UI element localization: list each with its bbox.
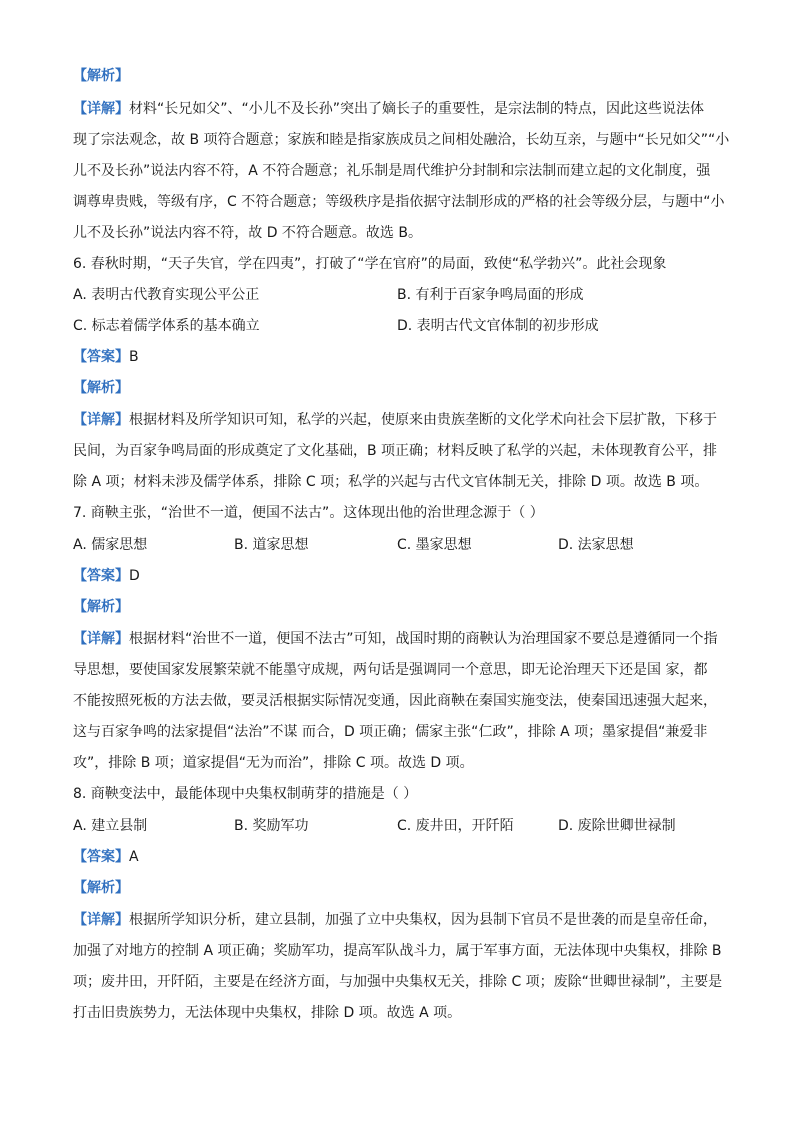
detail-line: 现了宗法观念，故 B 项符合题意；家族和睦是指家族成员之间相处融洽，长幼互亲，与题中“长兄如父”“小 <box>73 132 730 148</box>
question-6-option-d: D. 表明古代文官体制的初步形成 <box>397 318 599 334</box>
question-7-option-c: C. 墨家思想 <box>397 537 472 553</box>
detail-line: 打击旧贵族势力，无法体现中央集权，排除 D 项。故选 A 项。 <box>73 1005 462 1021</box>
detail-text: 材料“长兄如父”、“小儿不及长孙”突出了嫡长子的重要性，是宗法制的特点，因此这些说法体 <box>129 101 705 117</box>
question-8-answer <box>73 847 723 867</box>
question-6-option-a: A. 表明古代教育实现公平公正 <box>73 287 260 303</box>
detail-line: 民间，为百家争鸣局面的形成奠定了文化基础，B 项正确；材料反映了私学的兴起，未体现教育公平，排 <box>73 443 718 459</box>
detail-line <box>73 910 723 930</box>
answer-label: 【答案】 <box>73 849 129 865</box>
answer-value: A <box>129 849 139 865</box>
question-7-option-a: A. 儒家思想 <box>73 537 148 553</box>
detail-label: 【详解】 <box>73 912 129 928</box>
question-6-answer <box>73 347 723 367</box>
answer-label: 【答案】 <box>73 349 129 365</box>
detail-line: 儿不及长孙”说法内容不符，故 D 不符合题意。故选 B。 <box>73 225 422 241</box>
detail-line: 项；废井田，开阡陌，主要是在经济方面，与加强中央集权无关，排除 C 项；废除“世卿世禄制”，主要是 <box>73 974 723 990</box>
detail-text: 根据材料及所学知识可知，私学的兴起，使原来由贵族垄断的文化学术向社会下层扩散，下移于 <box>129 412 717 428</box>
detail-line: 儿不及长孙”说法内容不符，A 不符合题意；礼乐制是周代维护分封制和宗法制而建立起的文化制度，强 <box>73 163 711 179</box>
answer-value: B <box>129 349 139 365</box>
detail-label: 【详解】 <box>73 631 129 647</box>
detail-line <box>73 99 723 119</box>
analysis-label: 【解析】 <box>73 68 129 84</box>
question-8-option-c: C. 废井田，开阡陌 <box>397 818 514 834</box>
answer-label: 【答案】 <box>73 568 129 584</box>
question-7-option-d: D. 法家思想 <box>558 537 634 553</box>
detail-label: 【详解】 <box>73 101 129 117</box>
question-8-stem: 8. 商鞅变法中，最能体现中央集权制萌芽的措施是（ ） <box>73 786 418 802</box>
detail-line: 调尊卑贵贱，等级有序，C 不符合题意；等级秩序是指依据守法制形成的严格的社会等级分层，与题中“小 <box>73 194 725 210</box>
analysis-label: 【解析】 <box>73 599 129 615</box>
detail-line: 除 A 项；材料未涉及儒学体系，排除 C 项；私学的兴起与古代文官体制无关，排除 D 项。故选 B 项。 <box>73 474 709 490</box>
detail-text: 根据材料“治世不一道，便国不法古”可知，战国时期的商鞅认为治理国家不要总是遵循同一个指 <box>129 631 718 647</box>
detail-line: 加强了对地方的控制 A 项正确；奖励军功，提高军队战斗力，属于军事方面，无法体现中央集权，排除 B <box>73 943 722 959</box>
detail-line <box>73 410 723 430</box>
question-8-option-d: D. 废除世卿世禄制 <box>558 818 676 834</box>
question-8-option-b: B. 奖励军功 <box>234 818 309 834</box>
detail-label: 【详解】 <box>73 412 129 428</box>
detail-line: 导思想，要使国家发展繁荣就不能墨守成规，两句话是强调同一个意思，即无论治理天下还是国 家，都 <box>73 662 708 678</box>
detail-line: 这与百家争鸣的法家提倡“法治”不谋 而合，D 项正确；儒家主张“仁政”，排除 A 项；墨家提倡“兼爱非 <box>73 724 708 740</box>
detail-text: 根据所学知识分析，建立县制，加强了立中央集权，因为县制下官员不是世袭的而是皇帝任命， <box>129 912 717 928</box>
question-8-option-a: A. 建立县制 <box>73 818 148 834</box>
question-7-stem: 7. 商鞅主张，“治世不一道，便国不法古”。这体现出他的治世理念源于（ ） <box>73 505 544 521</box>
question-6-option-c: C. 标志着儒学体系的基本确立 <box>73 318 260 334</box>
question-6-stem: 6. 春秋时期，“天子失官，学在四夷”，打破了“学在官府”的局面，致使“私学勃兴”。此社会现象 <box>73 256 667 272</box>
question-6-option-b: B. 有利于百家争鸣局面的形成 <box>397 287 584 303</box>
detail-line: 攻”，排除 B 项；道家提倡“无为而治”，排除 C 项。故选 D 项。 <box>73 755 474 771</box>
analysis-label: 【解析】 <box>73 380 129 396</box>
detail-line <box>73 629 723 649</box>
detail-line: 不能按照死板的方法去做，要灵活根据实际情况变通，因此商鞅在秦国实施变法，使秦国迅速强大起来， <box>73 693 717 709</box>
question-7-option-b: B. 道家思想 <box>234 537 309 553</box>
answer-value: D <box>129 568 140 584</box>
question-7-answer <box>73 566 723 586</box>
analysis-label: 【解析】 <box>73 880 129 896</box>
